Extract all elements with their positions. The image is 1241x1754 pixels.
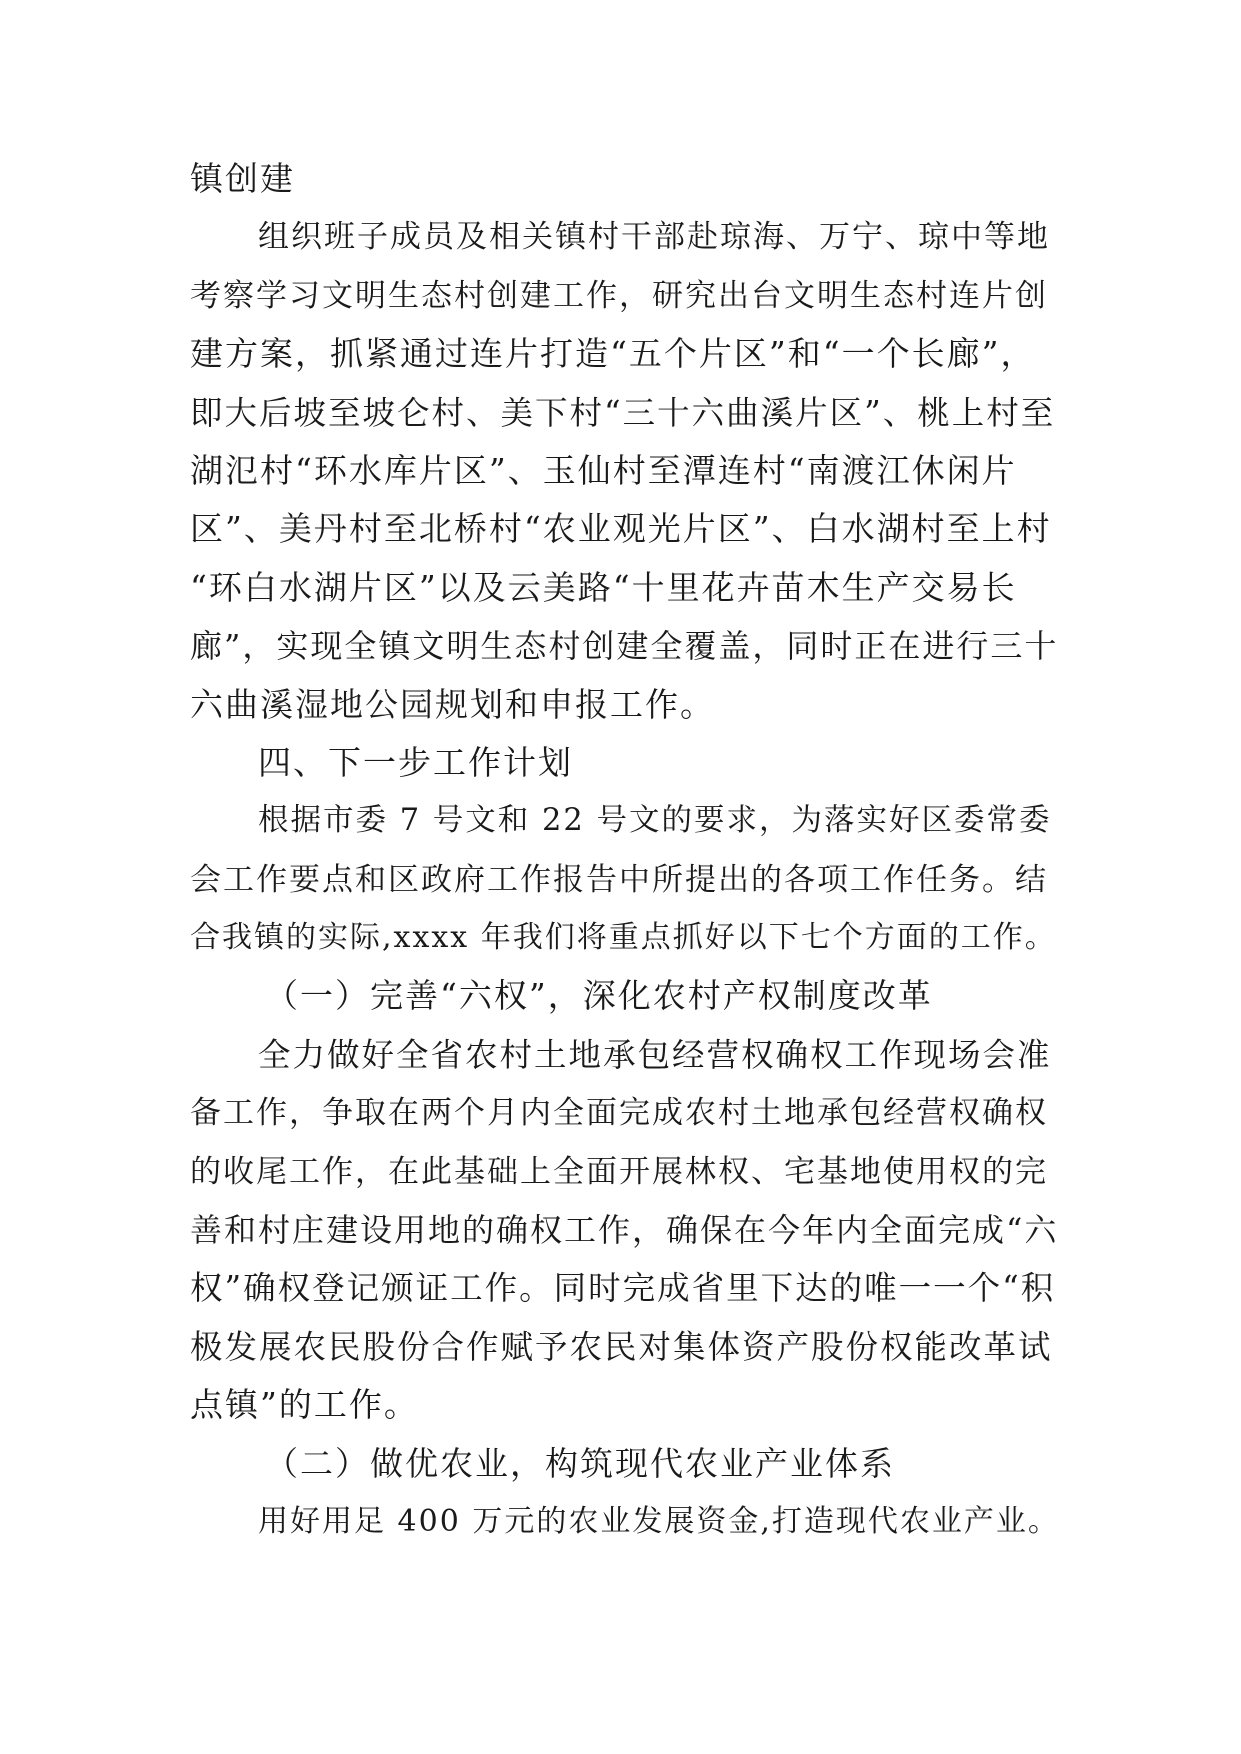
paragraph-start-line: 组织班子成员及相关镇村干部赴琼海、万宁、琼中等地 xyxy=(258,219,1050,256)
text-line: 会工作要点和区政府工作报告中所提出的各项工作任务。结 xyxy=(190,861,1048,898)
text-line: “环白水湖片区”以及云美路“十里花卉苗木生产交易长 xyxy=(190,567,1017,607)
text-line: 的收尾工作，在此基础上全面开展林权、宅基地使用权的完 xyxy=(190,1153,1048,1190)
text-line: 区”、美丹村至北桥村“农业观光片区”、白水湖村至上村 xyxy=(190,509,1052,549)
text-line: 点镇”的工作。 xyxy=(190,1385,419,1425)
paragraph-start-line: 用好用足 400 万元的农业发展资金,打造现代农业产业。 xyxy=(258,1503,1060,1539)
text-line: 善和村庄建设用地的确权工作，确保在今年内全面完成“六 xyxy=(190,1211,1059,1250)
text-line: 备工作，争取在两个月内全面完成农村土地承包经营权确权 xyxy=(190,1095,1048,1132)
document-body xyxy=(190,150,1060,1551)
text-line: 镇创建 xyxy=(190,159,295,198)
text-line: 廊”，实现全镇文明生态村创建全覆盖，同时正在进行三十 xyxy=(190,627,1059,666)
text-line: 权”确权登记颁证工作。同时完成省里下达的唯一一个“积 xyxy=(190,1269,1056,1308)
text-line: 合我镇的实际,xxxx 年我们将重点抓好以下七个方面的工作。 xyxy=(190,920,1057,956)
text-line: 极发展农民股份合作赋予农民对集体资产股份权能改革试 xyxy=(190,1327,1053,1366)
text-line: 六曲溪湿地公园规划和申报工作。 xyxy=(190,684,715,724)
subsection-heading: （二）做优农业，构筑现代农业产业体系 xyxy=(265,1443,895,1483)
paragraph-start-line: 全力做好全省农村土地承包经营权确权工作现场会准 xyxy=(258,1035,1052,1074)
text-line: 建方案，抓紧通过连片打造“五个片区”和“一个长廊”， xyxy=(190,334,1036,374)
text-line: 湖氾村“环水库片区”、玉仙村至潭连村“南渡江休闲片 xyxy=(190,450,1017,490)
text-line: 考察学习文明生态村创建工作，研究出台文明生态村连片创 xyxy=(190,277,1048,314)
paragraph-start-line: 根据市委 7 号文和 22 号文的要求，为落实好区委常委 xyxy=(258,803,1052,839)
subsection-heading: （一）完善“六权”，深化农村产权制度改革 xyxy=(265,976,933,1016)
text-line: 即大后坡至坡仑村、美下村“三十六曲溪片区”、桃上村至 xyxy=(190,393,1056,432)
section-heading: 四、下一步工作计划 xyxy=(258,742,573,782)
